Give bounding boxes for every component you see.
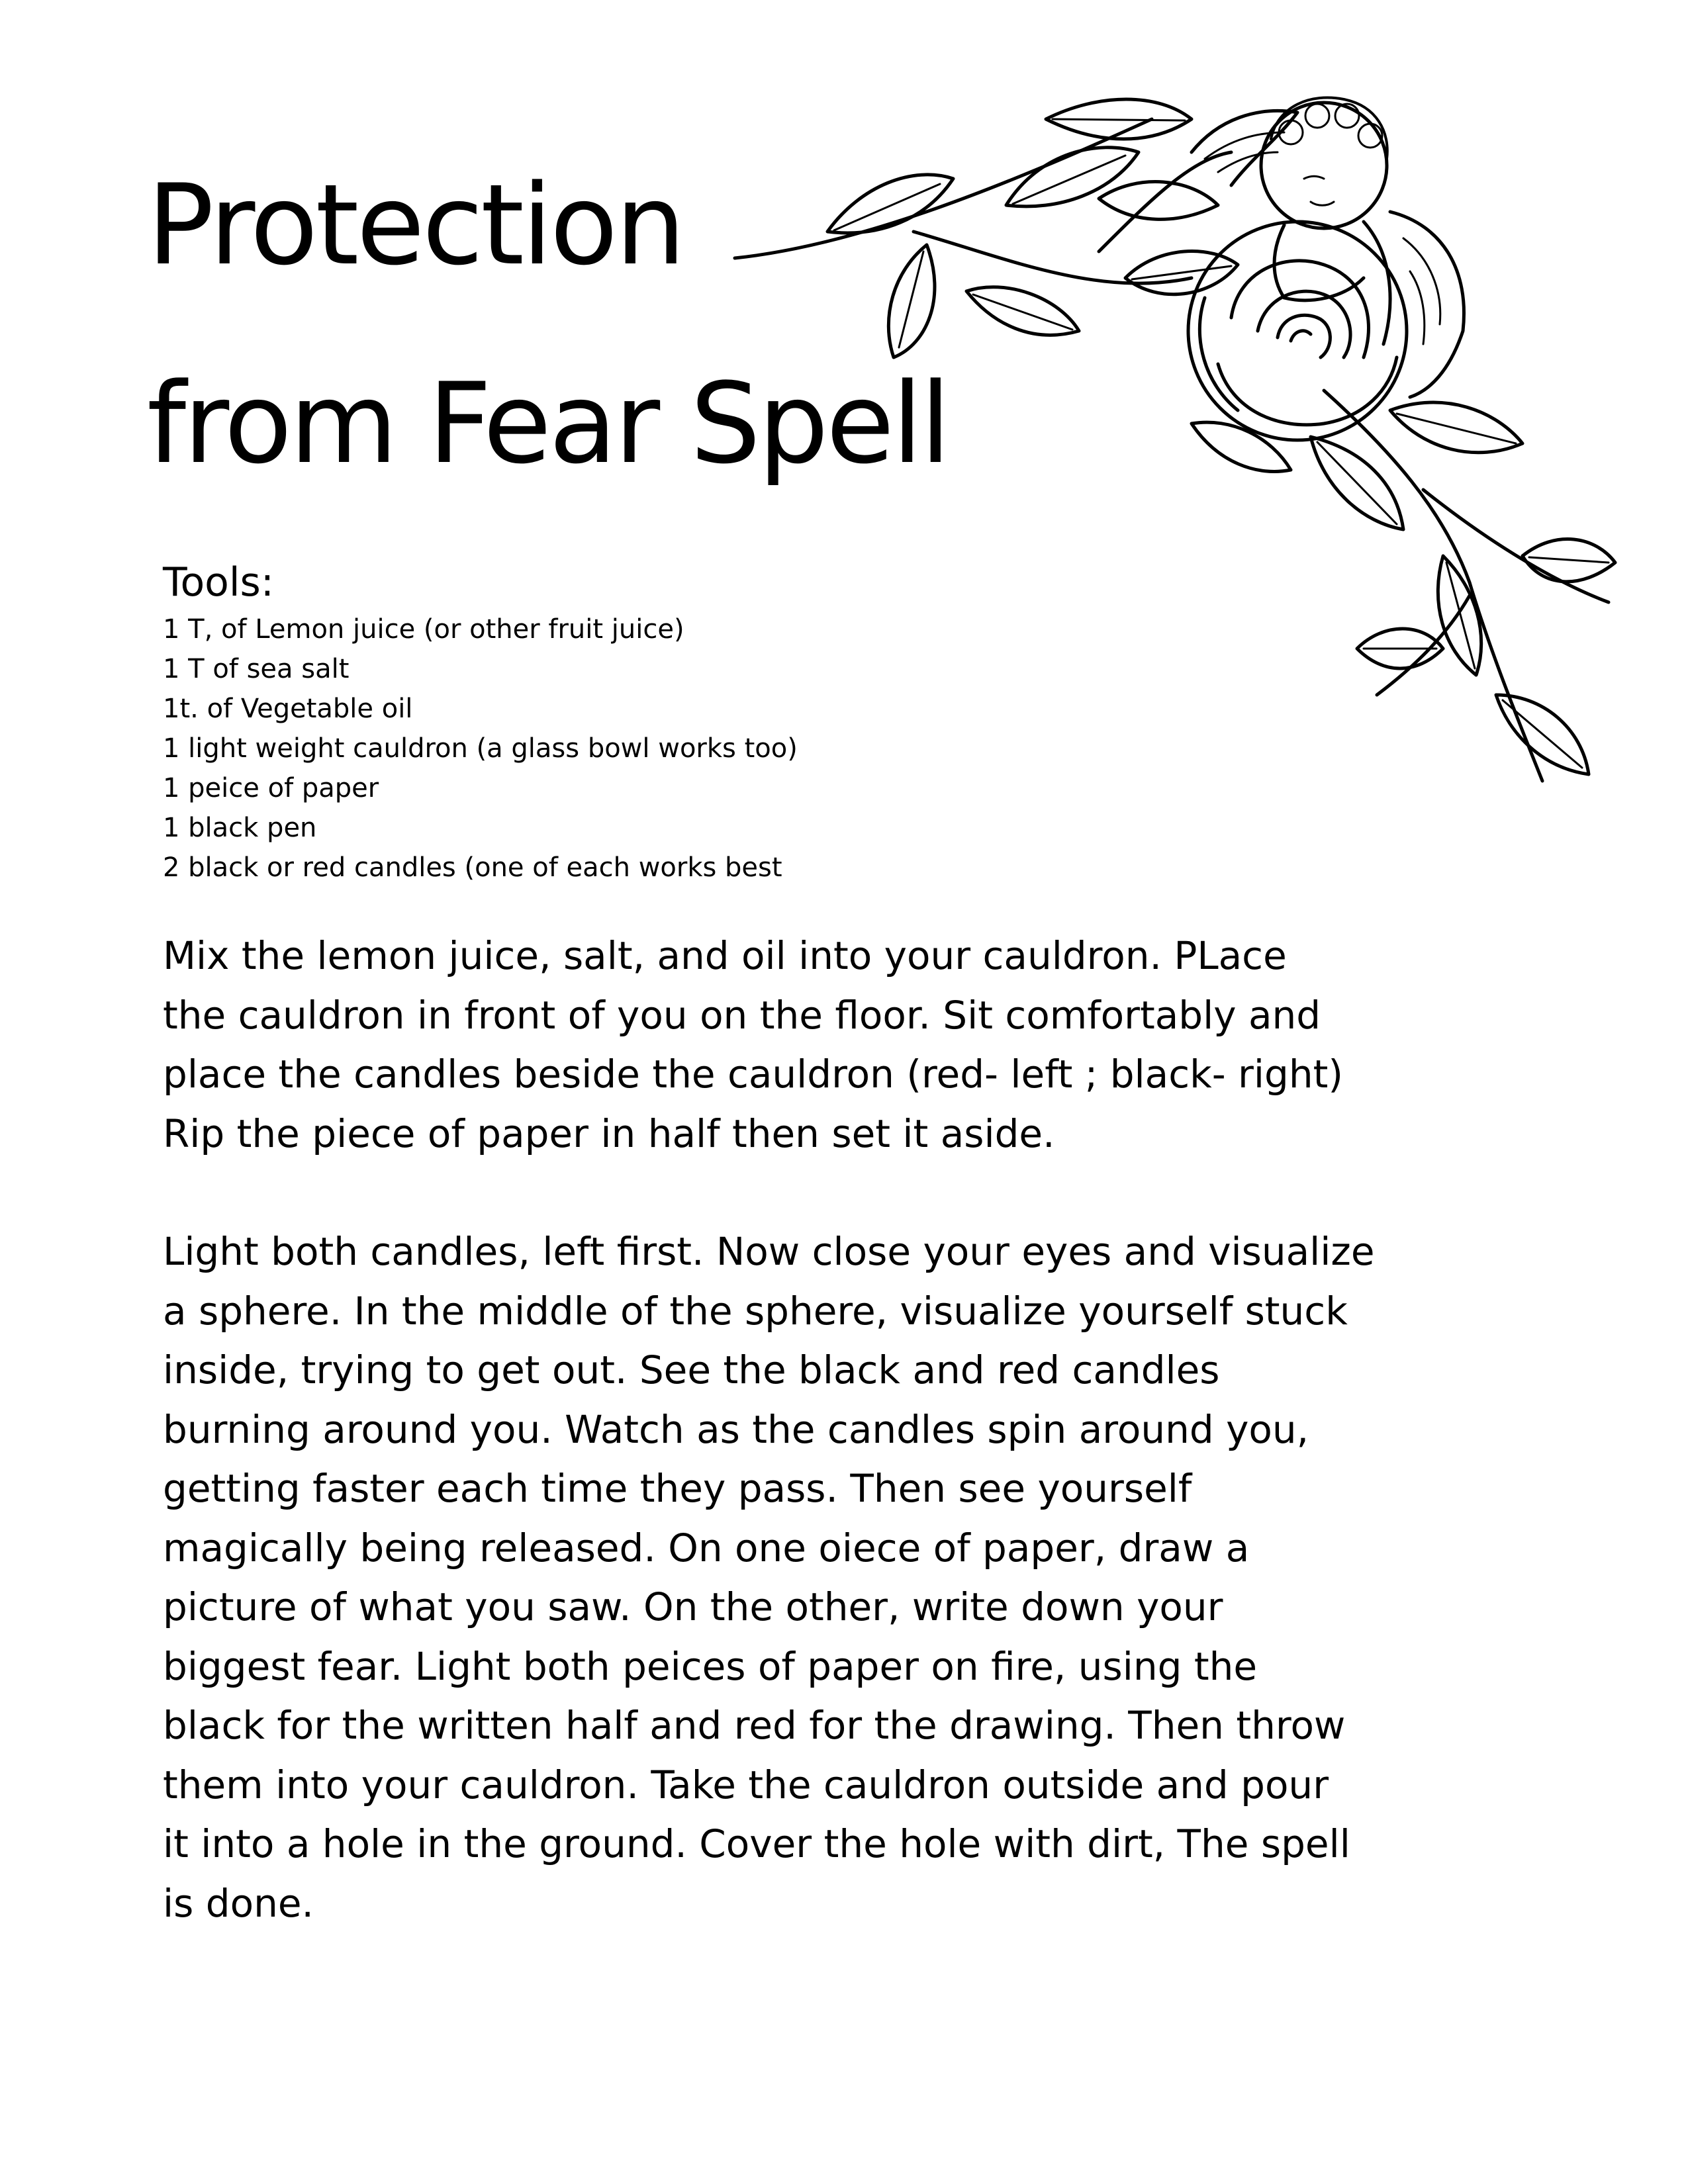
tool-item: 1 T, of Lemon juice (or other fruit juice) (163, 614, 684, 645)
tool-item: 1 light weight cauldron (a glass bowl works too) (163, 733, 798, 764)
tool-item: 1 T of sea salt (163, 654, 350, 684)
instructions (163, 927, 1665, 1933)
tool-item: 1 peice of paper (163, 773, 379, 803)
title-line-1: Protection (147, 160, 683, 290)
text-line: burning around you. Watch as the candles spin around you, (163, 1406, 1309, 1452)
text-line: is done. (163, 1880, 314, 1926)
text-line: magically being released. On one oiece of paper, draw a (163, 1525, 1250, 1570)
tool-item: 2 black or red candles (one of each works best (163, 852, 782, 883)
text-line: the cauldron in front of you on the floor. Sit comfortably and (163, 992, 1321, 1038)
instructions-paragraph-2 (163, 1222, 1665, 1933)
text-line: a sphere. In the middle of the sphere, visualize yourself stuck (163, 1288, 1348, 1334)
tool-item: 1t. of Vegetable oil (163, 694, 413, 724)
text-line: place the candles beside the cauldron (red- left ; black- right) (163, 1052, 1343, 1097)
text-line: black for the written half and red for the drawing. Then throw (163, 1703, 1346, 1748)
title-line-2: from Fear Spell (147, 359, 949, 488)
text-line: inside, trying to get out. See the black and red candles (163, 1347, 1220, 1392)
text-line: them into your cauldron. Take the cauldron outside and pour (163, 1762, 1329, 1807)
text-line: getting faster each time they pass. Then see yourself (163, 1466, 1192, 1511)
tools-heading: Tools: (163, 559, 275, 606)
instructions-paragraph-1 (163, 927, 1665, 1163)
tools-section (163, 559, 1023, 887)
tools-list (163, 610, 1023, 887)
text-line: biggest fear. Light both peices of paper on fire, using the (163, 1643, 1258, 1689)
text-line: Light both candles, left first. Now close your eyes and visualize (163, 1229, 1375, 1274)
text-line: Rip the piece of paper in half then set it aside. (163, 1111, 1055, 1156)
text-line: Mix the lemon juice, salt, and oil into your cauldron. PLace (163, 933, 1287, 978)
tool-item: 1 black pen (163, 813, 317, 843)
text-line: picture of what you saw. On the other, write down your (163, 1584, 1223, 1629)
text-line: it into a hole in the ground. Cover the hole with dirt, The spell (163, 1821, 1350, 1866)
